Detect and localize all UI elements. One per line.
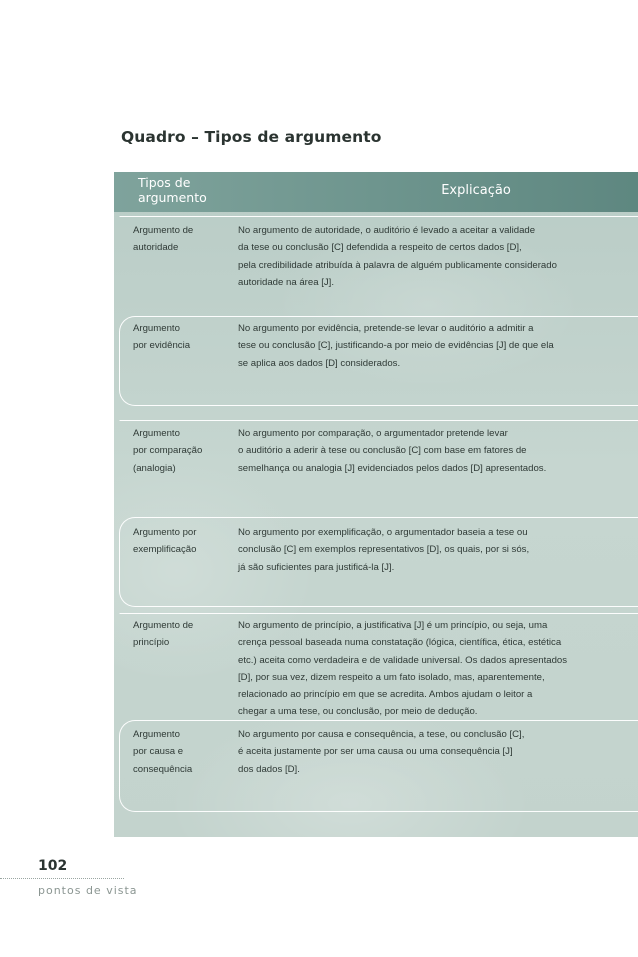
header-types-column bbox=[138, 175, 248, 205]
argument-type-line: consequência bbox=[133, 763, 193, 775]
explanation-line: dos dados [D]. bbox=[238, 763, 300, 775]
explanation-line: No argumento de autoridade, o auditório é levado a aceitar a validade bbox=[238, 225, 536, 236]
argument-types-table bbox=[114, 172, 638, 837]
argument-type-line: Argumento bbox=[133, 428, 180, 439]
argument-type-line: Argumento de bbox=[133, 225, 194, 236]
argument-type-line: princípio bbox=[133, 637, 170, 649]
argument-type-line: por comparação bbox=[133, 445, 203, 457]
explanation-line: No argumento de princípio, a justificativa [J] é um princípio, ou seja, uma bbox=[238, 620, 548, 631]
explanation-line: crença pessoal baseada numa constatação (lógica, científica, ética, estética bbox=[238, 637, 562, 649]
explanation-line: autoridade na área [J]. bbox=[238, 276, 335, 288]
argument-explanation bbox=[238, 222, 613, 291]
header-types-line: Tipos de bbox=[138, 175, 191, 190]
explanation-line: No argumento por exemplificação, o argumentador baseia a tese ou bbox=[238, 527, 528, 538]
explanation-line: pela credibilidade atribuída à palavra de alguém publicamente considerado bbox=[238, 259, 557, 271]
explanation-line: já são suficientes para justificá-la [J]. bbox=[238, 561, 395, 573]
argument-type-line: Argumento de bbox=[133, 620, 194, 631]
table-row bbox=[119, 420, 638, 512]
book-title: pontos de vista bbox=[38, 884, 138, 897]
argument-type-line: Argumento bbox=[133, 729, 180, 740]
table-row bbox=[119, 316, 638, 406]
header-types-line: argumento bbox=[138, 190, 207, 205]
explanation-line: No argumento por evidência, pretende-se levar o auditório a admitir a bbox=[238, 323, 534, 334]
explanation-line: [D], por sua vez, dizem respeito a um fato isolado, mas, aparentemente, bbox=[238, 671, 545, 683]
argument-type bbox=[133, 617, 228, 652]
explanation-line: relacionado ao princípio em que se acredita. Ambos ajudam o leitor a bbox=[238, 689, 533, 701]
explanation-line: etc.) aceita como verdadeira e de validade universal. Os dados apresentados bbox=[238, 654, 568, 666]
argument-type-line: autoridade bbox=[133, 242, 179, 254]
table-row bbox=[119, 613, 638, 723]
argument-type-line: (analogia) bbox=[133, 462, 176, 474]
argument-type-line: por causa e bbox=[133, 746, 184, 758]
table-row bbox=[119, 517, 638, 607]
argument-type-line: exemplificação bbox=[133, 544, 197, 556]
explanation-line: chegar a uma tese, ou conclusão, por meio de dedução. bbox=[238, 706, 478, 718]
argument-explanation bbox=[238, 617, 613, 721]
explanation-line: tese ou conclusão [C], justificando-a por meio de evidências [J] de que ela bbox=[238, 340, 554, 352]
argument-type bbox=[133, 524, 228, 559]
argument-type bbox=[133, 320, 228, 355]
argument-type bbox=[133, 425, 228, 477]
argument-type-line: por evidência bbox=[133, 340, 191, 352]
argument-explanation bbox=[238, 425, 613, 477]
explanation-line: semelhança ou analogia [J] evidenciados pelos dados [D] apresentados. bbox=[238, 462, 547, 474]
header-explanation-column: Explicação bbox=[441, 183, 511, 198]
argument-type bbox=[133, 222, 228, 257]
argument-type bbox=[133, 726, 228, 778]
explanation-line: conclusão [C] em exemplos representativos [D], os quais, por si sós, bbox=[238, 544, 530, 556]
table-header bbox=[114, 172, 638, 212]
explanation-line: No argumento por comparação, o argumentador pretende levar bbox=[238, 428, 508, 439]
dotted-divider bbox=[0, 878, 124, 880]
argument-explanation bbox=[238, 524, 613, 576]
explanation-line: o auditório a aderir à tese ou conclusão [C] com base em fatores de bbox=[238, 445, 527, 457]
page-number: 102 bbox=[38, 858, 68, 874]
argument-type-line: Argumento por bbox=[133, 527, 197, 538]
explanation-line: é aceita justamente por ser uma causa ou uma consequência [J] bbox=[238, 746, 513, 758]
table-row bbox=[119, 720, 638, 812]
explanation-line: se aplica aos dados [D] considerados. bbox=[238, 357, 401, 369]
argument-type-line: Argumento bbox=[133, 323, 180, 334]
explanation-line: No argumento por causa e consequência, a tese, ou conclusão [C], bbox=[238, 729, 525, 740]
argument-explanation bbox=[238, 726, 613, 778]
table-row bbox=[119, 216, 638, 304]
explanation-line: da tese ou conclusão [C] defendida a respeito de certos dados [D], bbox=[238, 242, 522, 254]
table-title: Quadro – Tipos de argumento bbox=[121, 128, 382, 146]
argument-explanation bbox=[238, 320, 613, 372]
